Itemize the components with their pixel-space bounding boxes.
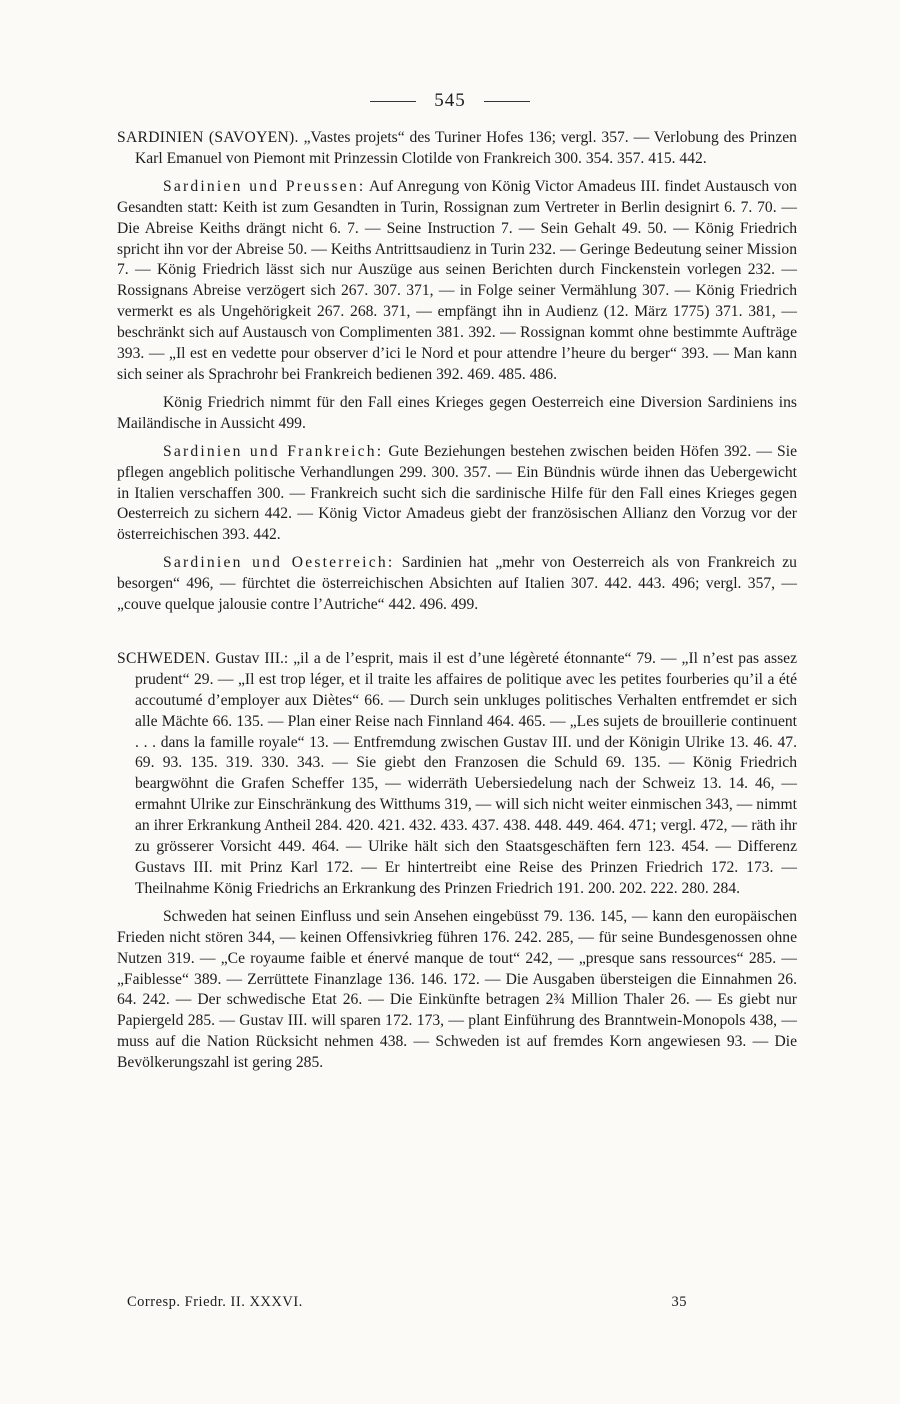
subentry-text: Gute Beziehungen bestehen zwischen beiden Höfen 392. — Sie pflegen angeblich politische Verhandlungen 299. 300. 357. — Ein Bündnis würde ihnen das Uebergewicht in Italien verschaffen 300. — Frankreich sucht sich die sardinische Hilfe für den Fall eines Krieges gegen Oesterreich zu sichern 442. — König Victor Amadeus giebt der französischen Allianz den Vorzug vor der österreichischen 393. 442. [117,442,797,544]
subentry-heading: Sardinien und Oesterreich: [163,554,395,572]
subentry-text: Auf Anregung von König Victor Amadeus III. findet Austausch von Gesandten statt: Keith ist zum Gesandten in Turin, Rossignan zum Vertreter in Berlin designirt 6. 7. 70. — Die Abreise Keiths drängt nicht 6. 7. — Seine Instruction 7. — Sein Gehalt 49. 50. — König Friedrich spricht ihn vor der Abreise 50. — Keiths Antrittsaudienz in Turin 232. — Geringe Bedeutung seiner Mission 7. — König Friedrich lässt sich nur Auszüge aus seinen Berichten durch Finckenstein vorlegen 232. — Rossignans Abreise verzögert sich 267. 307. 371, — in Folge seiner Vermählung 307. — König Friedrich vermerkt es als Ungehörigkeit 267. 268. 371, — empfängt ihn in Audienz (12. März 1775) 371. 381, — beschränkt sich auf Austausch von Complimenten 381. 392. — Rossignan kommt ohne bestimmte Aufträge 393. — „Il est en vedette pour observer d’ici le Nord et pour attendre l’heure du berger“ 393. — Man kann sich seiner als Sprachrohr bei Frankreich bedienen 392. 469. 485. 486. [117,177,797,383]
subentry-oesterreich [117,553,797,616]
spacer [117,170,797,177]
subentry-text: König Friedrich nimmt für den Fall eines Krieges gegen Oesterreich eine Diversion Sardiniens ins Mailändische in Aussicht 499. [117,393,797,432]
page-footer [127,1294,687,1311]
entry-heading: SARDINIEN (SAVOYEN). [117,129,299,146]
entry-heading: SCHWEDEN. [117,649,211,667]
spacer [117,386,797,393]
index-entry-sardinien [117,128,797,170]
subentry-heading: Sardinien und Preussen: [163,177,366,195]
header-rule-left [370,101,416,102]
index-entry-schweden [117,649,797,900]
spacer [117,616,797,649]
spacer [117,546,797,553]
subentry-diversion [117,393,797,435]
spacer [117,435,797,442]
subentry-preussen [117,177,797,386]
page-number: 545 [434,90,466,111]
subentry-text: Schweden hat seinen Einfluss und sein Ansehen eingebüsst 79. 136. 145, — kann den europäischen Frieden nicht stören 344, — keinen Offensivkrieg führen 176. 242. 285, — für seine Bundesgenossen ohne Nutzen 319. — „Ce royaume faible et énervé manque de tout“ 242, — „presque sans ressources“ 285. — „Faiblesse“ 389. — Zerrüttete Finanzlage 136. 146. 172. — Die Ausgaben übersteigen die Einnahmen 26. 64. 242. — Der schwedische Etat 26. — Die Einkünfte betragen 2¾ Million Thaler 26. — Es giebt nur Papiergeld 285. — Gustav III. will sparen 172. 173, — plant Einführung des Branntwein-Monopols 438, — muss auf die Nation Rücksicht nehmen 438. — Schweden ist auf fremdes Korn angewiesen 93. — Die Bevölkerungszahl ist gering 285. [117,907,797,1072]
entry-text: Gustav III.: „il a de l’esprit, mais il est d’une légèreté étonnante“ 79. — „Il n’est pas assez prudent“ 29. — „Il est trop léger, et il traite les affaires de politique avec les petites fourberies qu’il a été accoutumé d’employer aux Diètes“ 66. — Durch sein unkluges politisches Verhalten entfremdet er sich alle Mächte 66. 135. — Plan einer Reise nach Finnland 464. 465. — „Les sujets de brouillerie continuent . . . dans la famille royale“ 13. — Entfremdung zwischen Gustav III. und der Königin Ulrike 13. 46. 47. 69. 93. 135. 319. 330. 343. — Sie giebt den Franzosen die Schuld 69. 135. — König Friedrich beargwöhnt die Grafen Scheffer 135, — widerräth Uebersiedelung nach der Schweiz 13. 14. 46, — ermahnt Ulrike zur Einschränkung des Witthums 319, — will sich nicht weiter einmischen 343, — nimmt an ihrer Erkrankung Antheil 284. 420. 421. 432. 433. 437. 438. 448. 449. 464. 471; vergl. 472, — räth ihr zu grösserer Vorsicht 449. 464. — Ulrike hält sich den Staatsgeschäften fern 123. 454. — Differenz Gustavs III. mit Prinz Karl 172. — Er hintertreibt eine Reise des Prinzen Friedrich 172. 173. — Theilnahme König Friedrichs an Erkrankung des Prinzen Friedrich 191. 200. 202. 222. 280. 284. [135,649,798,897]
footer-sheet-number: 35 [671,1294,687,1310]
index-body [117,128,797,1074]
footer-signature: Corresp. Friedr. II. XXXVI. [127,1294,303,1310]
subentry-heading: Sardinien und Frankreich: [163,442,384,460]
subentry-text: Sardinien hat „mehr von Oesterreich als von Frankreich zu besorgen“ 496, — fürchtet die österreichischen Absichten auf Italien 307. 442. 443. 496; vergl. 357, — „couve quelque jalousie contre l’Autriche“ 442. 496. 499. [117,554,797,614]
header-rule-right [484,101,530,102]
spacer [117,900,797,907]
subentry-frankreich [117,442,797,547]
entry-text: „Vastes projets“ des Turiner Hofes 136; vergl. 357. — Verlobung des Prinzen Karl Emanuel von Piemont mit Prinzessin Clotilde von Frankreich 300. 354. 357. 415. 442. [135,129,797,167]
subentry-schweden-einfluss [117,907,797,1074]
page-header [0,90,900,112]
